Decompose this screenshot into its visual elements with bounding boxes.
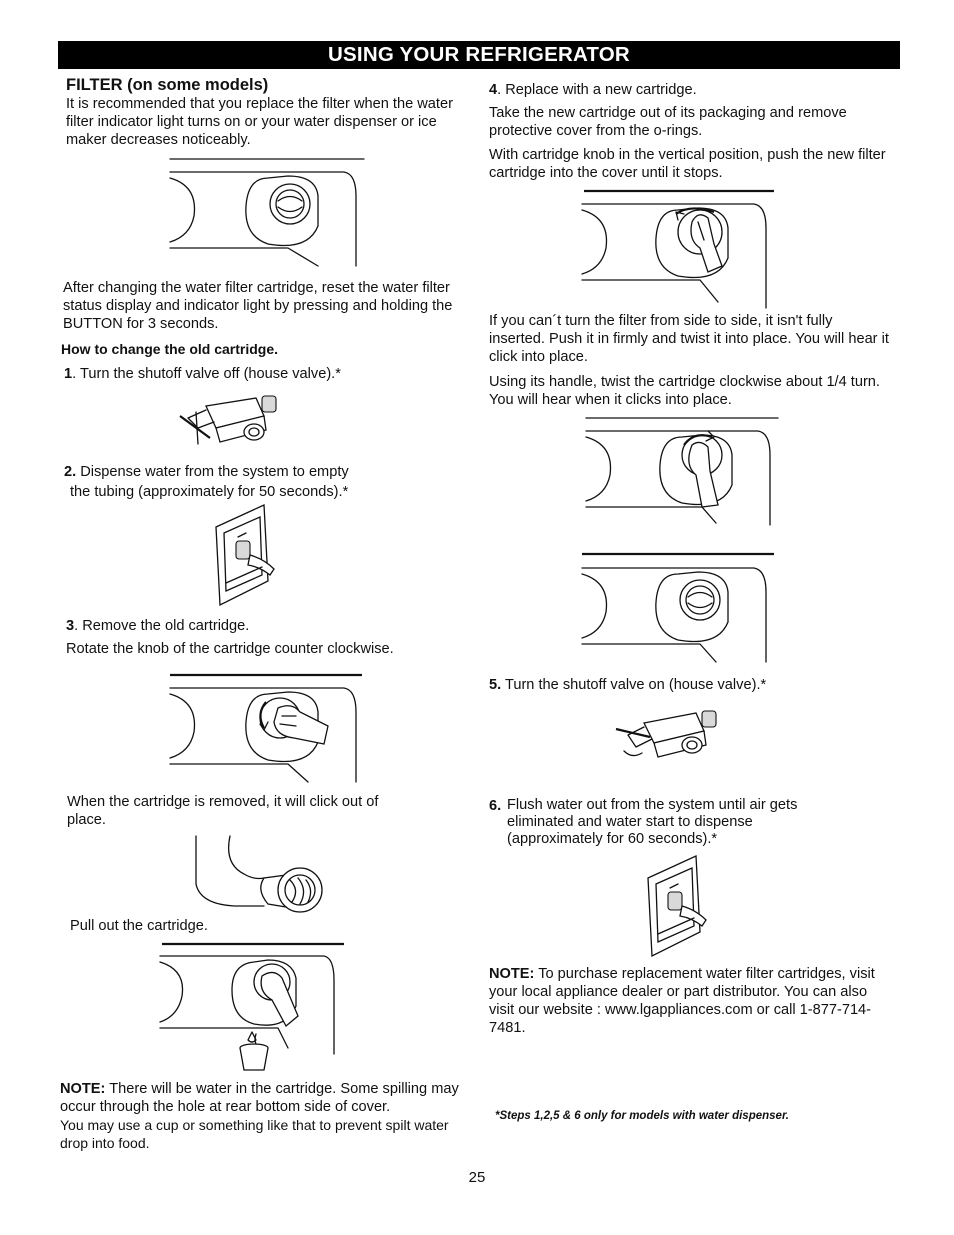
step-1-number: 1: [64, 366, 73, 382]
push-in-illustration: [580, 188, 776, 310]
how-to-title: How to change the old cartridge.: [61, 341, 279, 357]
water-dispenser-illustration: [212, 503, 278, 607]
step-5: [489, 676, 766, 694]
rotate-ccw-illustration: [168, 672, 368, 784]
filter-cover-icon: [270, 184, 310, 224]
filter-installed-illustration: [580, 550, 776, 664]
shutoff-valve-illustration: [176, 392, 278, 448]
turn-paragraph-1: If you can´t turn the filter from side to side, it isn't fully inserted. Push it in firmly and twist it into place. You will hear it click into place.: [489, 313, 889, 365]
step-6-number: 6.: [489, 798, 502, 814]
pull-out-illustration: [158, 940, 344, 1072]
shutoff-valve-icon: [616, 711, 716, 757]
footnote: *Steps 1,2,5 & 6 only for models with water dispenser.: [495, 1110, 789, 1122]
step-5-number: 5.: [489, 677, 502, 693]
step-5-text: Turn the shutoff valve on (house valve).*: [501, 677, 767, 693]
water-dispenser-icon: [216, 505, 274, 605]
step-4-number: 4: [489, 82, 498, 98]
filter-cover-illustration: [168, 156, 368, 268]
page-number: 25: [468, 1169, 486, 1186]
shutoff-valve-icon: [180, 396, 276, 444]
intro-paragraph: It is recommended that you replace the filter when the water filter indicator light turns on or your water dispenser or ice maker decreases noticeably.: [66, 96, 453, 148]
pull-out-text: Pull out the cartridge.: [70, 918, 208, 934]
step-2-line-1: Dispense water from the system to empty: [76, 464, 349, 480]
filter-cover-icon: [680, 580, 720, 620]
step-3-detail: Rotate the knob of the cartridge counter clockwise.: [66, 641, 394, 657]
water-dispenser-icon: [648, 856, 706, 956]
water-dispenser-flush-illustration: [644, 854, 710, 958]
note-right-text: To purchase replacement water filter cartridges, visit your local appliance dealer or part distributor. You can also visit our website : www.lgappliances.com or call 1-877-714-7481.: [489, 966, 875, 1036]
note-left: [60, 1080, 460, 1116]
shutoff-valve-on-illustration: [614, 707, 718, 765]
step-3-text: . Remove the old cartridge.: [74, 618, 250, 634]
removed-paragraph: When the cartridge is removed, it will click out of place.: [67, 794, 379, 828]
step-6-text: Flush water out from the system until air gets eliminated and water start to dispense (approximately for 60 seconds).*: [507, 797, 798, 847]
cartridge-click-illustration: [194, 834, 334, 914]
twist-clockwise-illustration: [584, 415, 780, 527]
step-2: [64, 463, 404, 481]
turn-paragraph-2: Using its handle, twist the cartridge clockwise about 1/4 turn. You will hear when it clicks into place.: [489, 374, 880, 408]
cup-icon: [240, 1044, 268, 1070]
step-3: [66, 617, 249, 635]
note-left-label: NOTE:: [60, 1081, 106, 1097]
note-left-text: There will be water in the cartridge. Some spilling may occur through the hole at rear bottom side of cover.: [60, 1081, 459, 1115]
reset-paragraph: After changing the water filter cartridge, reset the water filter status display and indicator light by pressing and holding the BUTTON for 3 seconds.: [63, 280, 453, 332]
note-right-label: NOTE:: [489, 966, 535, 982]
note-left-extra: You may use a cup or something like that to prevent spilt water drop into food.: [60, 1117, 449, 1151]
filter-cartridge-icon: [278, 868, 322, 912]
step-1-text: . Turn the shutoff valve off (house valve).*: [72, 366, 341, 382]
step-4-paragraph-1: Take the new cartridge out of its packaging and remove protective cover from the o-rings.: [489, 105, 847, 139]
step-4-text: . Replace with a new cartridge.: [497, 82, 697, 98]
step-1: [64, 365, 341, 383]
step-4-paragraph-2: With cartridge knob in the vertical position, push the new filter cartridge into the cover until it stops.: [489, 147, 886, 181]
step-4: [489, 81, 697, 99]
note-right: [489, 965, 889, 1037]
page-header: USING YOUR REFRIGERATOR: [58, 41, 900, 69]
section-title: FILTER (on some models): [66, 76, 269, 94]
step-3-number: 3: [66, 618, 75, 634]
step-2-number: 2.: [64, 464, 77, 480]
step-6: [489, 797, 849, 848]
step-2-line-2: the tubing (approximately for 50 seconds).*: [70, 484, 349, 500]
